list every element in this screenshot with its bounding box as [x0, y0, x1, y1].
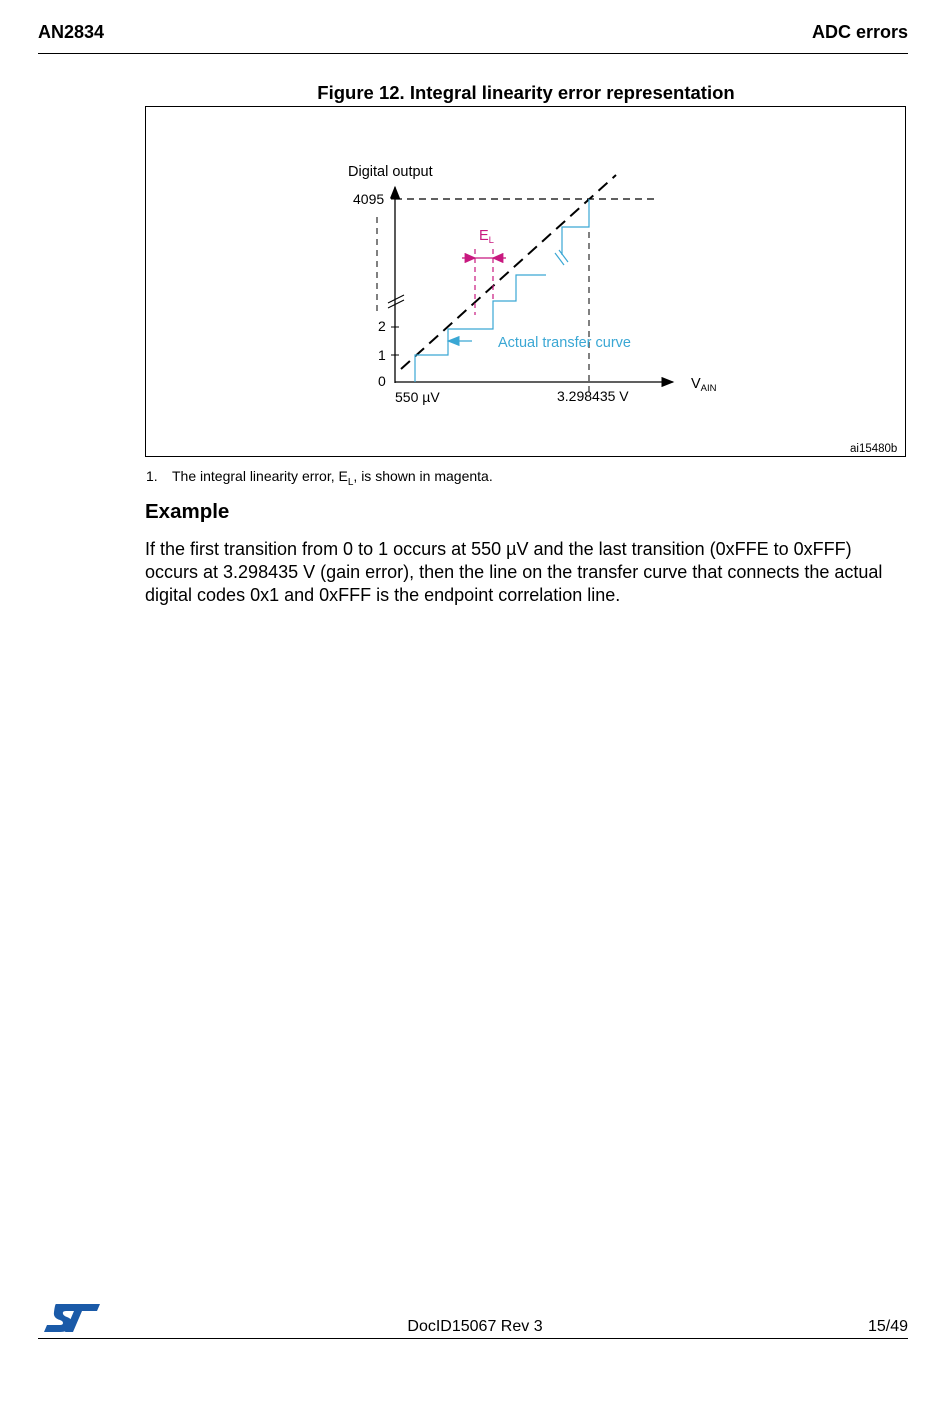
y-axis-break [388, 300, 404, 308]
el-label-sub: L [488, 235, 494, 246]
footnote-number: 1. [146, 468, 158, 484]
y-tick-label-4095: 4095 [353, 191, 385, 207]
y-axis-label: Digital output [348, 164, 433, 180]
el-label-main: E [479, 228, 489, 244]
header-doc-code: AN2834 [38, 22, 105, 42]
x-axis-label-sub: AIN [700, 383, 717, 394]
footer-rule [38, 1338, 908, 1339]
el-label [479, 228, 494, 246]
figure-frame [145, 106, 906, 457]
actual-transfer-curve-top [562, 199, 589, 255]
example-paragraph: If the first transition from 0 to 1 occurs at 550 µV and the last transition (0xFFE to 0xFFF) occurs at 3.298435 V (gain error), then the line on the transfer curve that connects the actual digital codes 0x1 and 0xFFF is the endpoint correlation line. [145, 539, 883, 605]
figure-title: Figure 12. Integral linearity error representation [317, 82, 735, 103]
x-axis-label [691, 376, 717, 394]
y-tick-label-0: 0 [378, 373, 386, 389]
y-axis-break [388, 295, 404, 303]
figure-ref: ai15480b [850, 443, 898, 455]
example-heading: Example [145, 500, 230, 523]
ilr-diagram [146, 107, 907, 458]
footnote-text: The integral linearity error, E [172, 468, 348, 484]
footer-doc-id: DocID15067 Rev 3 [407, 1318, 543, 1335]
y-tick-label-1: 1 [378, 347, 386, 363]
figure-footnote [146, 468, 493, 488]
header-rule [38, 53, 908, 54]
footnote-sub: L [347, 476, 354, 488]
curve-label: Actual transfer curve [498, 335, 631, 351]
y-tick-label-2: 2 [378, 318, 386, 334]
footer-page-number: 15/49 [867, 1318, 908, 1335]
x-tick-label-3v: 3.298435 V [557, 388, 629, 404]
header-section: ADC errors [811, 22, 908, 42]
x-tick-label-550uv: 550 µV [395, 389, 440, 405]
footnote-text-end: , is shown in magenta. [353, 468, 493, 484]
x-axis-label-main: V [691, 376, 701, 392]
actual-transfer-curve [415, 275, 546, 382]
